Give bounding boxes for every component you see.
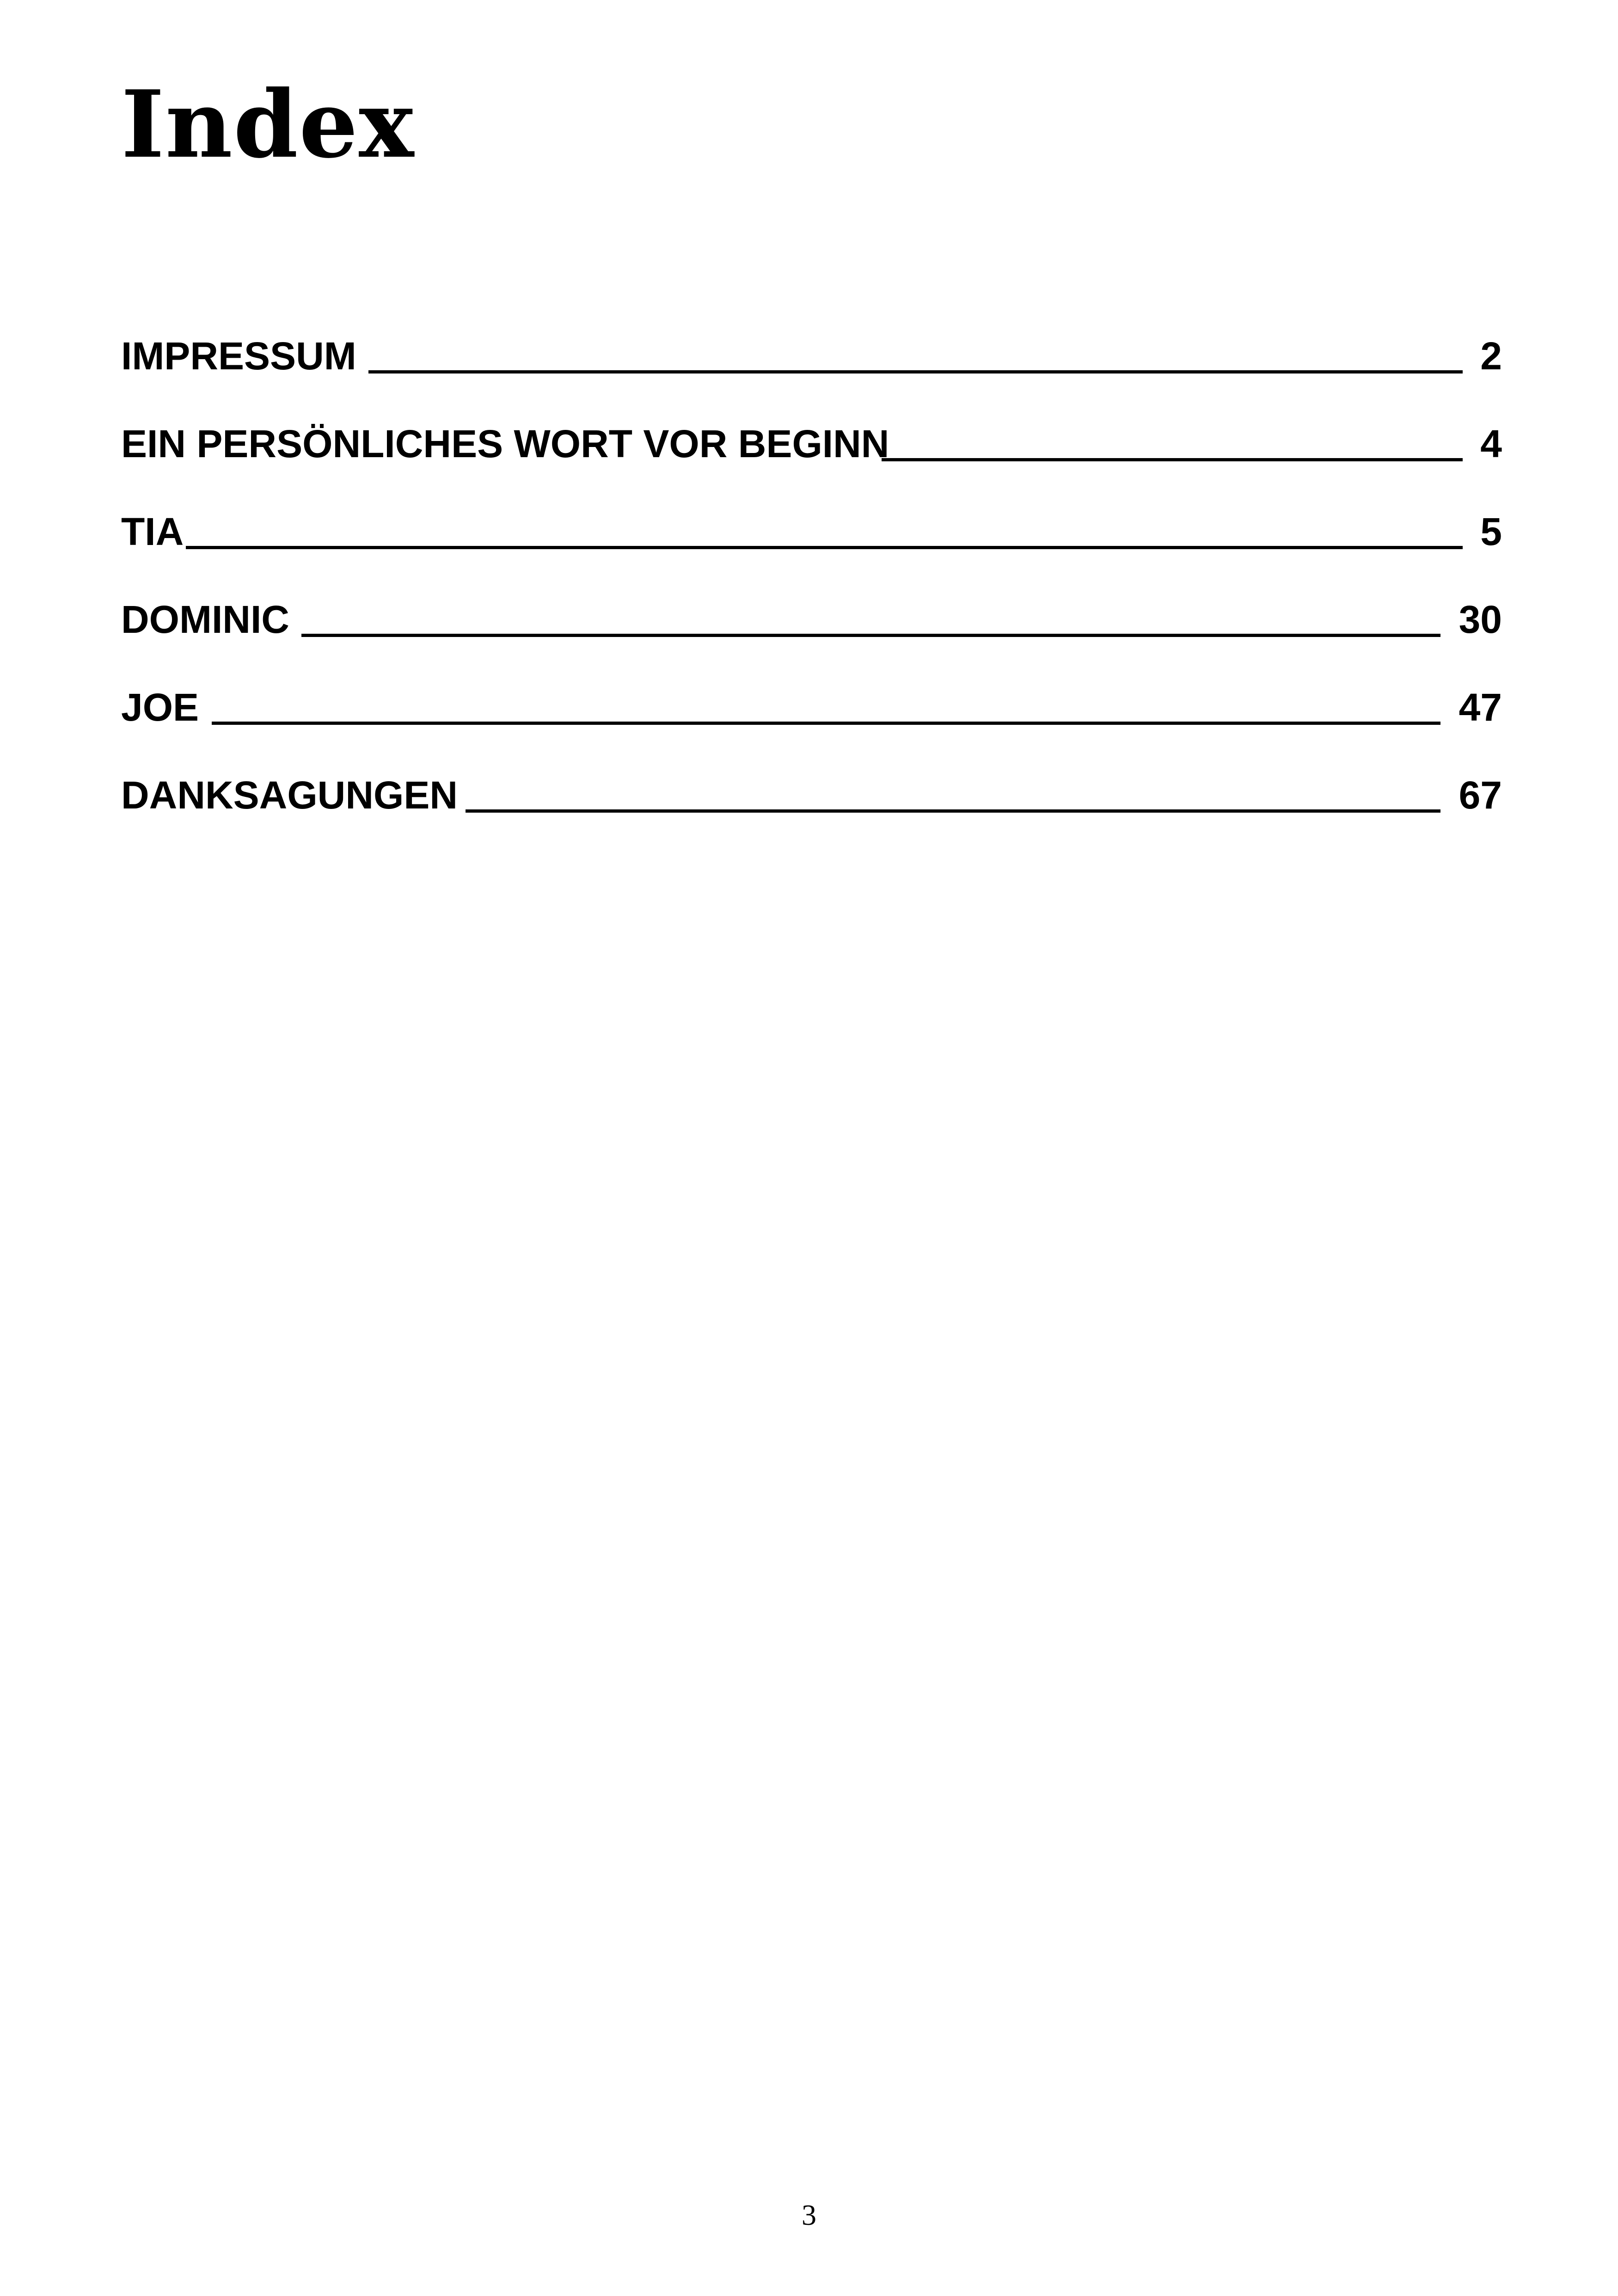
toc-entry-page: 4	[1480, 422, 1502, 465]
toc-entry-page: 67	[1459, 773, 1502, 817]
toc-entry-dominic[interactable]	[121, 596, 1502, 643]
toc-entry-label: DANKSAGUNGEN	[121, 773, 458, 817]
toc-entry-impressum[interactable]	[121, 333, 1502, 379]
toc-leader-line	[212, 722, 1440, 725]
toc-entry-page: 5	[1480, 510, 1502, 553]
page-number: 3	[802, 2198, 816, 2231]
toc-entry-page: 2	[1480, 334, 1502, 378]
toc-entry-label: IMPRESSUM	[121, 334, 356, 378]
toc-leader-line	[466, 809, 1440, 813]
toc-entry-label: TIA	[121, 510, 184, 553]
page-title: Index	[121, 70, 415, 179]
toc-leader-line	[186, 546, 1463, 549]
toc-leader-line	[301, 634, 1440, 637]
toc-entry-page: 30	[1459, 598, 1502, 641]
toc-entry-label: DOMINIC	[121, 598, 289, 641]
toc-leader-line	[368, 370, 1463, 373]
toc-entry-label: JOE	[121, 686, 199, 729]
toc-entry-danksagungen[interactable]	[121, 772, 1502, 818]
toc-entry-joe[interactable]	[121, 684, 1502, 730]
toc-entry-page: 47	[1459, 686, 1502, 729]
toc-entry-label: EIN PERSÖNLICHES WORT VOR BEGINN	[121, 422, 889, 465]
toc-leader-line	[882, 458, 1463, 461]
toc-entry-tia[interactable]	[121, 508, 1502, 555]
toc-entry-ein-persoenliches-wort[interactable]	[121, 421, 1502, 467]
